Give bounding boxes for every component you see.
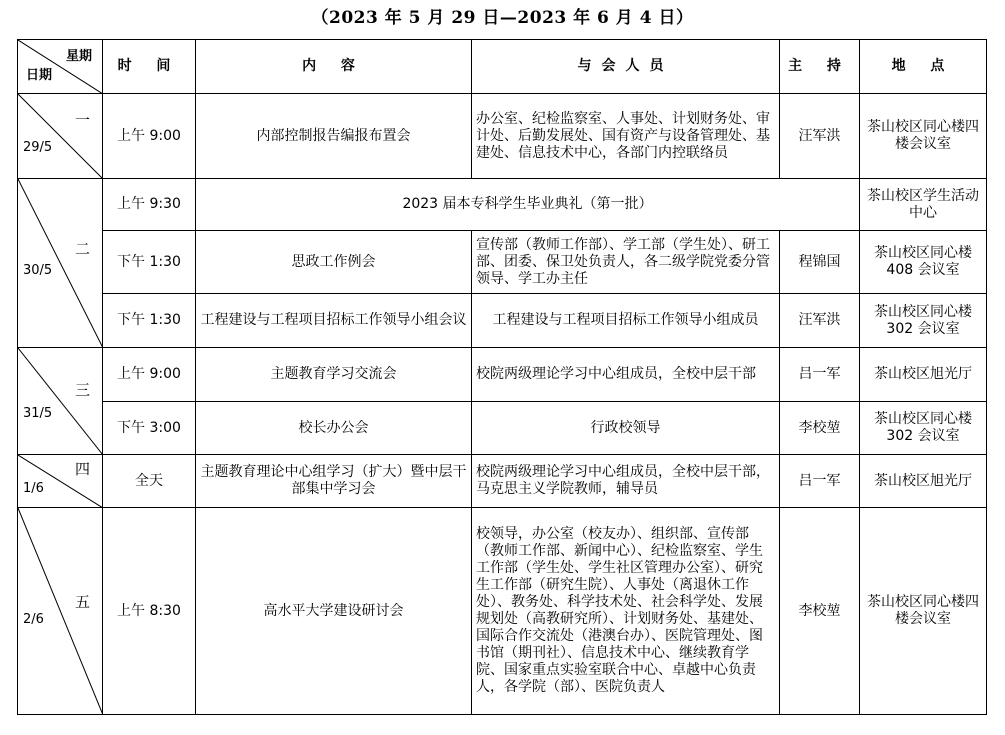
location-cell: 茶山校区同心楼 302 会议室 — [860, 402, 987, 455]
page-title: （2023 年 5 月 29 日—2023 年 6 月 4 日） — [311, 8, 694, 28]
date-header: 日期 — [26, 68, 53, 83]
content-cell: 主题教育理论中心组学习（扩大）暨中层干部集中学习会 — [196, 455, 472, 508]
attendees-cell: 工程建设与工程项目招标工作领导小组成员 — [472, 294, 780, 348]
content-header: 内 容 — [196, 40, 472, 94]
time-cell: 下午 3:00 — [103, 402, 196, 455]
location-cell: 茶山校区旭光厅 — [860, 455, 987, 508]
time-cell: 上午 9:30 — [103, 179, 196, 231]
day-cell-friday — [18, 508, 103, 715]
content-cell: 校长办公会 — [196, 402, 472, 455]
weekday-label: 三 — [74, 381, 90, 399]
location-cell: 茶山校区同心楼 408 会议室 — [860, 231, 987, 294]
attendees-header: 与会人员 — [472, 40, 780, 94]
time-header: 时 间 — [103, 40, 196, 94]
attendees-cell: 办公室、纪检监察室、人事处、计划财务处、审计处、后勤发展处、国有资产与设备管理处、基建处、信息技术中心，各部门内控联络员 — [472, 94, 780, 179]
content-cell: 2023 届本专科学生毕业典礼（第一批） — [196, 179, 860, 231]
day-cell-thursday — [18, 455, 103, 508]
content-cell: 主题教育学习交流会 — [196, 348, 472, 402]
diagonal-line — [18, 348, 103, 455]
time-cell: 上午 9:00 — [103, 348, 196, 402]
location-cell: 茶山校区同心楼四楼会议室 — [860, 94, 987, 179]
content-cell: 思政工作例会 — [196, 231, 472, 294]
weekday-label: 二 — [74, 240, 90, 258]
time-cell: 下午 1:30 — [103, 294, 196, 348]
date-label: 30/5 — [23, 263, 53, 278]
date-label: 1/6 — [23, 481, 44, 496]
host-cell: 程锦国 — [780, 231, 860, 294]
host-cell: 吕一军 — [780, 348, 860, 402]
location-header: 地 点 — [860, 40, 987, 94]
location-cell: 茶山校区同心楼 302 会议室 — [860, 294, 987, 348]
host-header: 主 持 — [780, 40, 860, 94]
attendees-cell: 行政校领导 — [472, 402, 780, 455]
day-cell-tuesday — [18, 179, 103, 348]
location-cell: 茶山校区同心楼四楼会议室 — [860, 508, 987, 715]
date-label: 29/5 — [23, 140, 53, 155]
location-cell: 茶山校区旭光厅 — [860, 348, 987, 402]
corner-header-cell — [18, 40, 103, 94]
table-row — [18, 508, 987, 715]
host-cell: 汪军洪 — [780, 94, 860, 179]
attendees-cell: 校领导，办公室（校友办）、组织部、宣传部（教师工作部、新闻中心）、纪检监察室、学生工作部（学生处、学生社区管理办公室）、研究生工作部（研究生院）、人事处（离退休工作处）、教务处、科学技术处、社会科学处、发展规划处（高教研究所）、计划财务处、基建处、国际合作交流处（港澳台办）、医院管理处、图书馆（期刊社）、信息技术中心、继续教育学院、国家重点实验室联合中心、卓越中心负责人，各学院（部）、医院负责人 — [472, 508, 780, 715]
day-cell-wednesday — [18, 348, 103, 455]
table-row — [18, 402, 987, 455]
table-row — [18, 231, 987, 294]
table-row — [18, 348, 987, 402]
host-cell: 吕一军 — [780, 455, 860, 508]
schedule-table — [17, 39, 987, 715]
time-cell: 下午 1:30 — [103, 231, 196, 294]
date-label: 31/5 — [23, 406, 53, 421]
table-row — [18, 94, 987, 179]
diagonal-line — [18, 94, 103, 179]
weekday-label: 一 — [74, 111, 90, 129]
attendees-cell: 校院两级理论学习中心组成员，全校中层干部 — [472, 348, 780, 402]
content-cell: 高水平大学建设研讨会 — [196, 508, 472, 715]
content-cell: 工程建设与工程项目招标工作领导小组会议 — [196, 294, 472, 348]
date-label: 2/6 — [23, 612, 44, 627]
location-cell: 茶山校区学生活动中心 — [860, 179, 987, 231]
host-cell: 李校堃 — [780, 508, 860, 715]
weekday-header: 星期 — [65, 49, 92, 64]
weekday-label: 四 — [74, 460, 90, 478]
time-cell: 上午 8:30 — [103, 508, 196, 715]
day-cell-monday — [18, 94, 103, 179]
time-cell: 上午 9:00 — [103, 94, 196, 179]
attendees-cell: 校院两级理论学习中心组成员，全校中层干部，马克思主义学院教师，辅导员 — [472, 455, 780, 508]
host-cell: 汪军洪 — [780, 294, 860, 348]
header-row — [18, 40, 987, 94]
table-row — [18, 455, 987, 508]
table-row — [18, 294, 987, 348]
attendees-cell: 宣传部（教师工作部）、学工部（学生处）、研工部、团委、保卫处负责人，各二级学院党委分管领导、学工办主任 — [472, 231, 780, 294]
host-cell: 李校堃 — [780, 402, 860, 455]
weekday-label: 五 — [74, 593, 90, 611]
time-cell: 全天 — [103, 455, 196, 508]
table-row — [18, 179, 987, 231]
content-cell: 内部控制报告编报布置会 — [196, 94, 472, 179]
